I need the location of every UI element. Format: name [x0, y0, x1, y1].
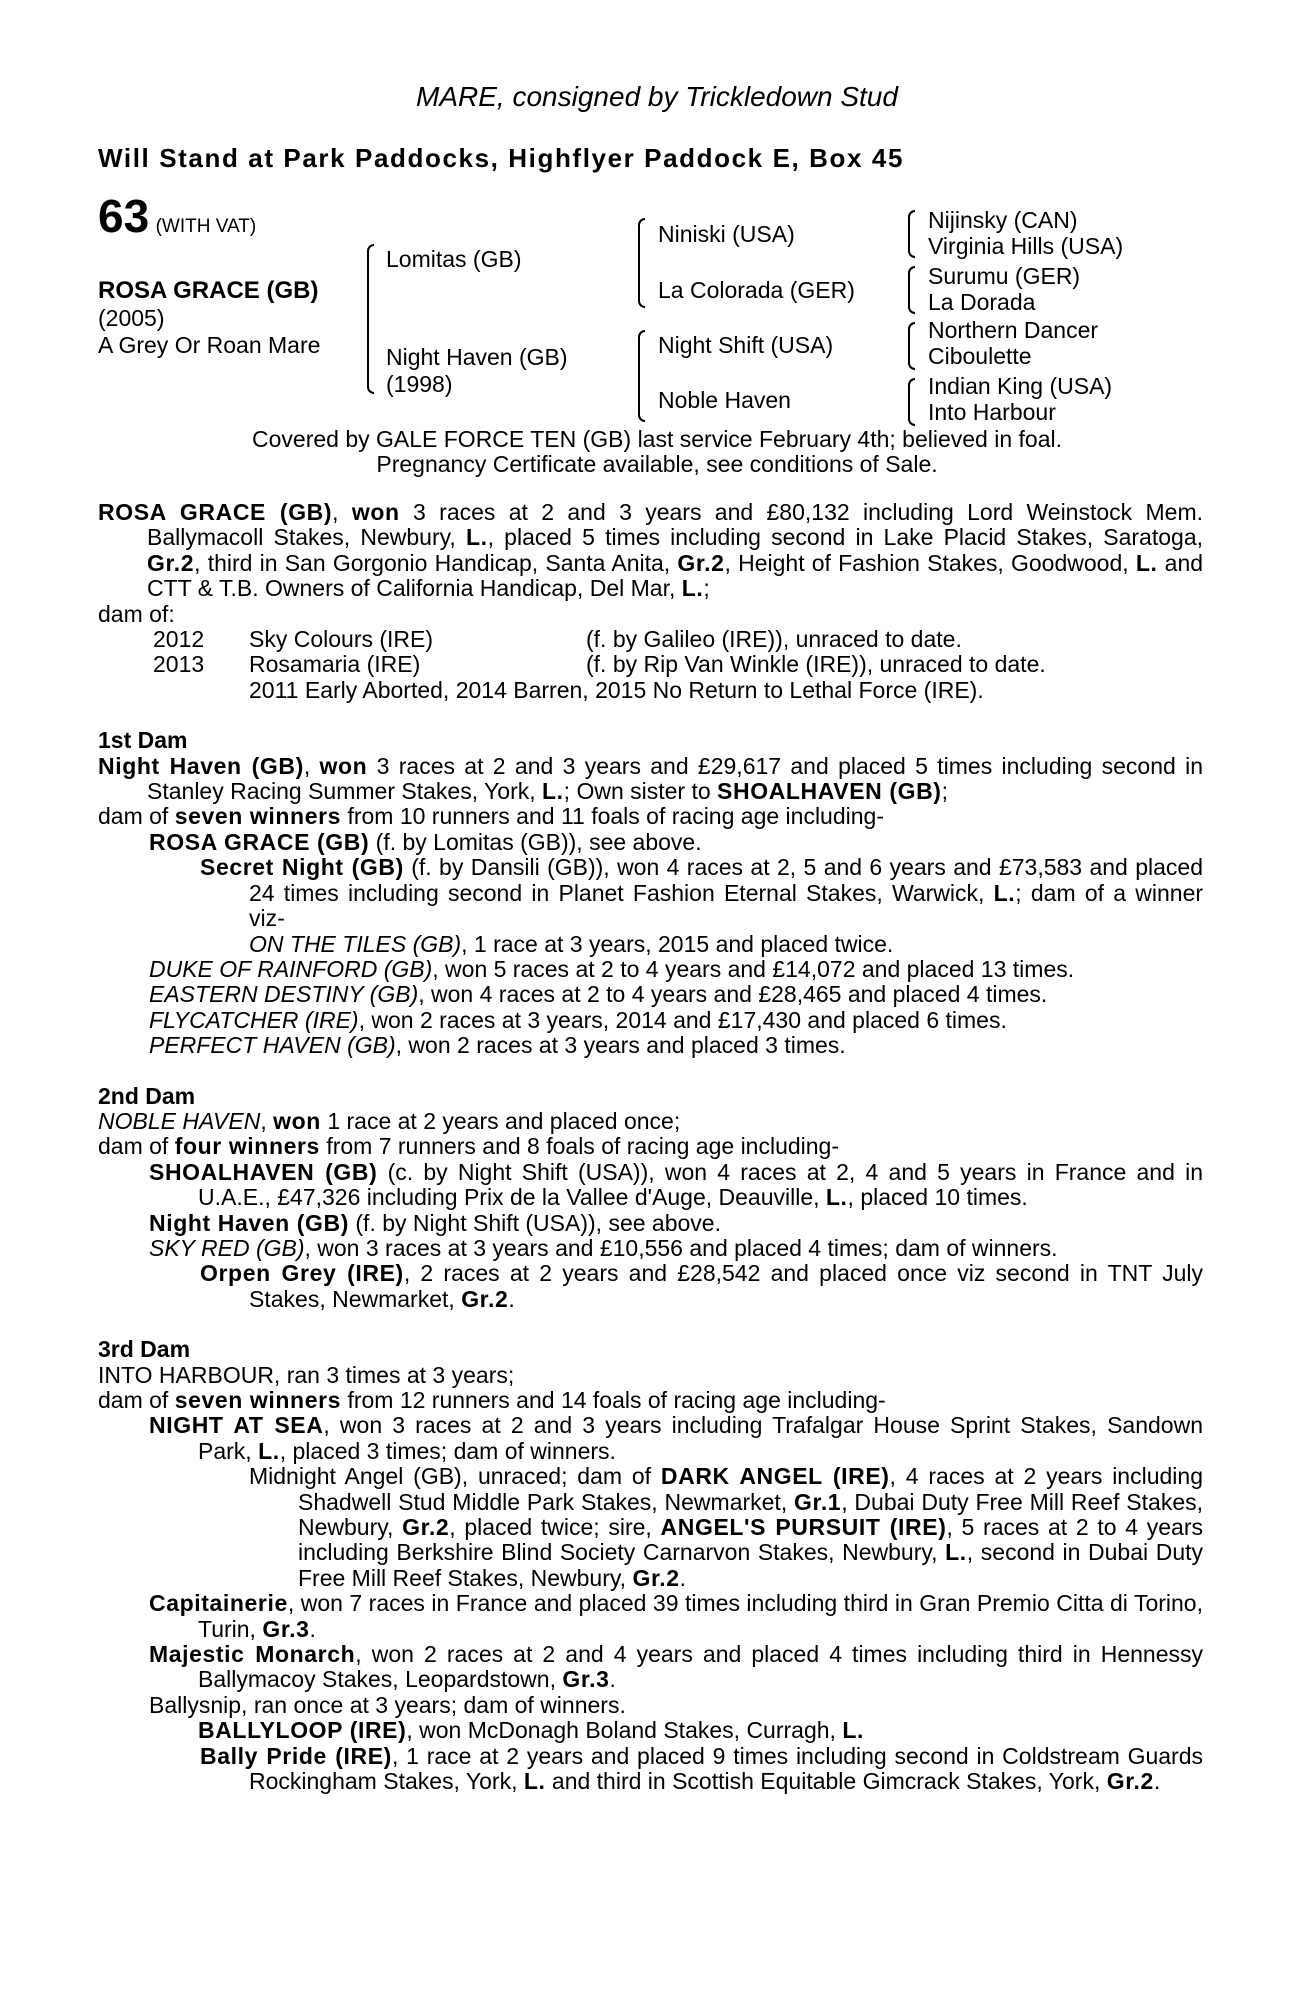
pedigree-ancestor: Nijinsky (CAN)	[928, 207, 1078, 233]
produce-name: ON THE TILES (GB)	[249, 930, 462, 957]
group-mark: Gr.1	[794, 1488, 842, 1515]
lot-number: 63	[98, 190, 150, 242]
race-text: 3 races at 2 and 3 years and £29,617 and placed 5 times including second in Stanley Racing Summer Stakes, York,	[147, 752, 1203, 805]
dam-of-label: dam of	[98, 803, 169, 830]
pedigree-brace	[908, 266, 915, 314]
group-mark: Gr.3	[562, 1666, 610, 1693]
winners-count: four winners	[174, 1133, 320, 1160]
race-text: (f. by Lomitas (GB)), see above.	[375, 828, 702, 855]
produce-entry	[98, 1261, 1203, 1312]
produce-name: FLYCATCHER (IRE)	[149, 1006, 359, 1033]
race-text: , second in Dubai Duty Free Mill Reef Stakes, Newbury,	[298, 1539, 1203, 1591]
produce-name: Sky Colours (IRE)	[249, 626, 434, 653]
race-text: , placed 10 times.	[847, 1184, 1028, 1211]
produce-entry	[98, 957, 1203, 982]
dam-of-line	[98, 1388, 1203, 1413]
won-label: won	[273, 1107, 321, 1134]
race-text: , 1 race at 2 years and placed 9 times including second in Coldstream Guards Rockingham Stakes, York,	[249, 1742, 1203, 1795]
section-heading: 3rd Dam	[98, 1336, 191, 1363]
produce-entry	[98, 932, 1203, 957]
pedigree-brace	[638, 330, 645, 422]
dam-of-label: dam of	[98, 1387, 169, 1413]
group-mark: Gr.2	[147, 549, 195, 576]
produce-name: ANGEL'S PURSUIT (IRE)	[660, 1514, 947, 1541]
race-text: , won 5 races at 2 to 4 years and £14,072 and placed 13 times.	[432, 955, 1075, 982]
pedigree-ancestor: La Dorada	[928, 289, 1036, 315]
produce-entry	[98, 1464, 1203, 1591]
pedigree-ancestor: Into Harbour	[928, 399, 1056, 425]
race-text: from 7 runners and 8 foals of racing age including-	[326, 1133, 840, 1160]
pedigree-ancestor: Surumu (GER)	[928, 263, 1081, 289]
race-text: , placed 5 times including second in Lake Placid Stakes, Saratoga,	[487, 524, 1203, 551]
produce-name: ROSA GRACE (GB)	[149, 828, 370, 855]
race-text: (f. by Dansili (GB)), won 4 races at 2, 5 and 6 years and £73,583 and placed 24 times including second in Planet Fashion Eternal Stakes, Warwick,	[249, 854, 1203, 906]
third-dam-line: INTO HARBOUR, ran 3 times at 3 years;	[98, 1361, 515, 1388]
race-text: , won 3 races at 3 years and £10,556 and placed 4 times; dam of winners.	[304, 1234, 1058, 1261]
race-text: , Height of Fashion Stakes, Goodwood,	[724, 549, 1129, 576]
group-mark: Gr.3	[262, 1615, 310, 1642]
race-text: , won 2 races at 3 years, 2014 and £17,430 and placed 6 times.	[358, 1006, 1007, 1033]
first-dam-paragraph: Night Haven (GB), won 3 races at 2 and 3 years and £29,617 and placed 5 times including second in Stanley Racing Summer Stakes, York, L.; Own sister to SHOALHAVEN (GB);	[98, 752, 1203, 805]
produce-entry	[98, 1160, 1203, 1211]
mare-paragraph: ROSA GRACE (GB), won 3 races at 2 and 3 years and £80,132 including Lord Weinstock Mem. Ballymacoll Stakes, Newbury, L., placed 5 times including second in Lake Placid Stakes, Saratoga, Gr.2, third in San Gorgonio Handicap, Santa Anita, Gr.2, Height of Fashion Stakes, Goodwood, L. and CTT & T.B. Owners of California Handicap, Del Mar, L.;	[98, 499, 1204, 602]
race-text: and CTT & T.B. Owners of California Handicap, Del Mar,	[147, 549, 1204, 602]
race-text: ;	[703, 575, 710, 602]
race-text: (f. by Night Shift (USA)), see above.	[355, 1209, 721, 1236]
dam-name: NOBLE HAVEN	[98, 1107, 261, 1134]
section-heading: 2nd Dam	[98, 1082, 196, 1109]
produce-year: 2012	[153, 626, 205, 653]
pedigree-brace	[638, 218, 645, 308]
produce-name: EASTERN DESTINY (GB)	[149, 981, 419, 1008]
pedigree-ancestor: Virginia Hills (USA)	[928, 233, 1124, 259]
listed-mark: L.	[993, 879, 1016, 906]
dam-of-line	[98, 1134, 1203, 1159]
pedigree-brace	[908, 322, 915, 370]
produce-name: Majestic Monarch	[149, 1641, 356, 1668]
race-text: , won 4 races at 2 to 4 years and £28,465 and placed 4 times.	[418, 981, 1048, 1008]
race-text: , 2 races at 2 years and £28,542 and placed once viz second in TNT July Stakes, Newmarket,	[249, 1260, 1203, 1312]
produce-entry	[98, 830, 1203, 855]
produce-entry	[98, 1236, 1203, 1261]
pedigree-brace	[367, 244, 374, 394]
listed-mark: L.	[945, 1539, 967, 1566]
produce-entry	[98, 1744, 1203, 1795]
produce-name: Night Haven (GB)	[149, 1209, 349, 1236]
produce-entry	[98, 1718, 1203, 1743]
sister-name: SHOALHAVEN (GB)	[717, 778, 942, 805]
pedigree-brace	[908, 378, 915, 426]
race-text: from 10 runners and 11 foals of racing age including-	[347, 803, 884, 830]
pedigree-ancestor: Ciboulette	[928, 343, 1032, 369]
dam-of-line	[98, 804, 1203, 829]
race-text: , 1 race at 3 years, 2015 and placed twice.	[461, 930, 894, 957]
pedigree-dam-year: (1998)	[386, 371, 453, 397]
horse-name: ROSA GRACE (GB)	[98, 277, 319, 304]
race-text: .	[508, 1285, 515, 1312]
produce-name: Secret Night (GB)	[200, 854, 404, 881]
location-line: Will Stand at Park Paddocks, Highflyer Paddock E, Box 45	[98, 143, 905, 173]
produce-name: Capitainerie	[149, 1590, 288, 1617]
produce-year: 2013	[153, 651, 205, 678]
page-title: MARE, consigned by Trickledown Stud	[416, 81, 898, 112]
listed-mark: L.	[523, 1768, 546, 1795]
race-text: and third in Scottish Equitable Gimcrack Stakes, York,	[551, 1768, 1101, 1795]
produce-entry	[98, 982, 1203, 1007]
race-text: from 12 runners and 14 foals of racing age including-	[347, 1387, 886, 1413]
race-text: Midnight Angel (GB), unraced; dam of	[249, 1463, 652, 1490]
pregnancy-line: Pregnancy Certificate available, see conditions of Sale.	[376, 451, 938, 477]
dam-of-label: dam of	[98, 1133, 169, 1160]
covered-line: Covered by GALE FORCE TEN (GB) last service February 4th; believed in foal.	[252, 426, 1062, 452]
produce-name: NIGHT AT SEA	[149, 1412, 324, 1439]
group-mark: Gr.2	[461, 1285, 509, 1312]
section-heading: 1st Dam	[98, 727, 188, 754]
race-text: , won 2 races at 2 and 4 years and placed 4 times including third in Hennessy Ballymacoy Stakes, Leopardstown,	[198, 1641, 1203, 1693]
race-text: .	[679, 1564, 687, 1591]
race-text: , won 7 races in France and placed 39 times including third in Gran Premio Citta di Torino, Turin,	[198, 1590, 1203, 1642]
lot-number-line	[98, 190, 257, 242]
race-text: , placed 3 times; dam of winners.	[279, 1437, 616, 1464]
dam-name: Night Haven (GB)	[98, 752, 304, 779]
horse-year: (2005)	[98, 305, 165, 331]
produce-entry	[98, 1033, 1203, 1058]
race-text: , won 2 races at 3 years and placed 3 times.	[395, 1032, 846, 1059]
race-text: .	[1153, 1768, 1161, 1795]
vat-label: (WITH VAT)	[155, 216, 257, 237]
group-mark: Gr.2	[632, 1564, 680, 1591]
produce-name: BALLYLOOP (IRE)	[198, 1717, 407, 1744]
race-text: , won 3 races at 2 and 3 years including Trafalgar House Sprint Stakes, Sandown Park,	[198, 1412, 1203, 1464]
second-dam-line: NOBLE HAVEN, won 1 race at 2 years and placed once;	[98, 1107, 681, 1134]
produce-row	[98, 652, 1203, 677]
produce-entry	[98, 1591, 1203, 1642]
race-text: , 4 races at 2 years including Shadwell Stud Middle Park Stakes, Newmarket,	[298, 1463, 1203, 1515]
pedigree-ancestor: Northern Dancer	[928, 317, 1099, 343]
race-text: , 5 races at 2 to 4 years including Berkshire Blind Society Carnarvon Stakes, Newbury,	[298, 1514, 1203, 1566]
produce-row	[98, 627, 1203, 652]
listed-mark: L.	[1135, 549, 1158, 576]
listed-mark: L.	[465, 524, 488, 551]
pedigree-sire-dam: La Colorada (GER)	[658, 277, 855, 303]
race-text: , third in San Gorgonio Handicap, Santa Anita,	[194, 549, 671, 576]
produce-note: (f. by Rip Van Winkle (IRE)), unraced to date.	[586, 651, 1046, 678]
race-text: ; Own sister to	[563, 778, 711, 805]
race-text: , won McDonagh Boland Stakes, Curragh,	[406, 1717, 836, 1744]
race-text: ;	[941, 778, 948, 805]
group-mark: Gr.2	[402, 1514, 450, 1541]
race-text: .	[609, 1666, 616, 1693]
race-text: , Dubai Duty Free Mill Reef Stakes, Newbury,	[298, 1488, 1203, 1541]
produce-name: SKY RED (GB)	[149, 1234, 305, 1261]
pedigree-dam-sire: Night Shift (USA)	[658, 332, 834, 358]
produce-name: Orpen Grey (IRE)	[200, 1260, 404, 1287]
race-text: ; dam of a winner viz-	[249, 879, 1204, 932]
produce-entry: Ballysnip, ran once at 3 years; dam of winners.	[149, 1691, 626, 1718]
race-text: , placed twice; sire,	[449, 1514, 652, 1541]
produce-entry	[98, 1008, 1203, 1033]
winners-count: seven winners	[174, 1387, 342, 1413]
produce-name: DARK ANGEL (IRE)	[660, 1463, 890, 1490]
catalogue-body	[98, 500, 1203, 1795]
produce-entry	[98, 1211, 1203, 1236]
produce-name: Rosamaria (IRE)	[249, 651, 421, 678]
pedigree-sire-sire: Niniski (USA)	[658, 221, 795, 247]
produce-entry	[98, 1413, 1203, 1464]
listed-mark: L.	[542, 778, 564, 805]
listed-mark: L.	[825, 1184, 848, 1211]
pedigree-dam-dam: Noble Haven	[658, 387, 791, 413]
race-text: (c. by Night Shift (USA)), won 4 races at 2, 4 and 5 years in France and in U.A.E., £47,326 including Prix de la Vallee d'Auge, Deauville,	[198, 1158, 1203, 1211]
produce-note: (f. by Galileo (IRE)), unraced to date.	[586, 626, 962, 653]
produce-name: Bally Pride (IRE)	[200, 1742, 392, 1769]
won-label: won	[319, 752, 368, 779]
listed-mark: L.	[681, 575, 704, 602]
pedigree-brace	[908, 210, 915, 258]
dam-of-label: dam of:	[98, 600, 175, 627]
race-text: 1 race at 2 years and placed once;	[327, 1107, 681, 1134]
produce-name: PERFECT HAVEN (GB)	[149, 1032, 396, 1059]
produce-name: DUKE OF RAINFORD (GB)	[149, 955, 433, 982]
race-text: 3 races at 2 and 3 years and £80,132 including Lord Weinstock Mem. Ballymacoll Stakes, Newbury,	[147, 499, 1203, 551]
produce-name: SHOALHAVEN (GB)	[149, 1158, 378, 1185]
group-mark: Gr.2	[677, 549, 725, 576]
produce-entry	[98, 1642, 1203, 1693]
listed-mark: L.	[258, 1437, 280, 1464]
listed-mark: L.	[842, 1717, 864, 1744]
won-label: won	[351, 499, 400, 525]
group-mark: Gr.2	[1106, 1768, 1154, 1795]
produce-summary: 2011 Early Aborted, 2014 Barren, 2015 No Return to Lethal Force (IRE).	[249, 676, 984, 703]
mare-name: ROSA GRACE (GB)	[98, 499, 333, 525]
pedigree-sire: Lomitas (GB)	[386, 246, 522, 272]
winners-count: seven winners	[174, 803, 342, 830]
pedigree-dam: Night Haven (GB)	[386, 344, 568, 370]
produce-entry	[98, 855, 1203, 931]
pedigree-ancestor: Indian King (USA)	[928, 373, 1113, 399]
horse-description: A Grey Or Roan Mare	[98, 332, 321, 358]
race-text: .	[309, 1615, 316, 1642]
